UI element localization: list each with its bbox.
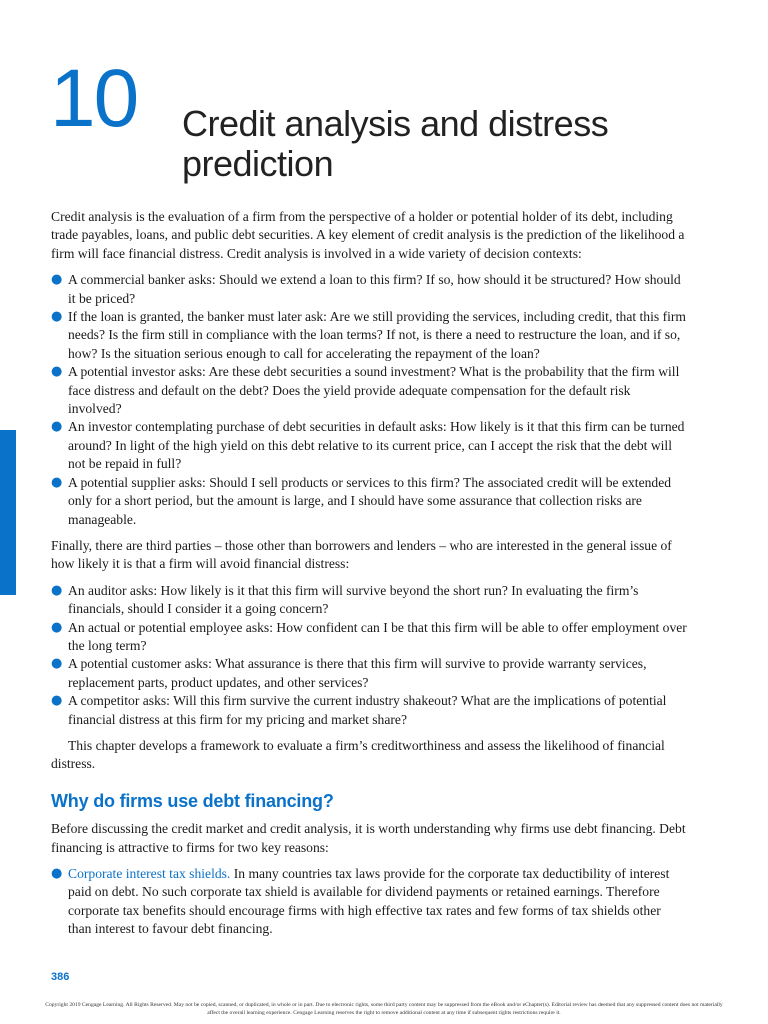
list-item-text: An investor contemplating purchase of debt securities in default asks: How likely is it that this firm can be turned around? In light of the high yield on this debt relative to its current price, can I accept the risk that the debt will not be repaid in full? [68,419,685,472]
chapter-number: 10 [50,53,138,144]
list-item-text: A competitor asks: Will this firm survive the current industry shakeout? What are the implications of potential financial distress at this firm for my pricing and market share? [68,693,667,727]
bullet-icon: ● [51,866,63,881]
section-heading: Why do firms use debt financing? [51,790,334,811]
page-number: 386 [51,971,70,983]
list-item-text: An auditor asks: How likely is it that this firm will survive beyond the short run? In evaluating the firm’s financials, should I consider it a going concern? [68,582,639,617]
list-item [51,363,687,418]
bullet-icon: ● [51,656,63,672]
section-intro-paragraph: Before discussing the credit market and credit analysis, it is worth understanding why firms use debt financing. Debt financing is attractive to firms for two key reasons: [51,821,686,855]
term-label: Corporate interest tax shields. [68,866,231,881]
bullet-icon: ● [51,619,63,635]
chapter-title: Credit analysis and distress prediction [182,103,609,184]
bullet-icon: ● [51,272,63,288]
bullet-icon: ● [51,582,63,598]
list-item-text: A commercial banker asks: Should we extend a loan to this firm? If so, how should it be structured? How should it be priced? [68,272,681,306]
list-item [51,418,687,473]
list-item-text: In many countries tax laws provide for the corporate tax deductibility of interest paid on debt. No such corporate tax shield is available for dividend payments or retained earnings. Therefore corporate tax benefits should encourage firms with high effective tax rates and few forms of tax shields other than interest to favour debt financing. [68,866,670,937]
page-body [51,208,687,947]
reasons-list [51,865,687,939]
third-parties-paragraph: Finally, there are third parties – those other than borrowers and lenders – who are interested in the general issue of how likely it is that a firm will avoid financial distress: [51,537,672,572]
chapter-side-tab [0,430,16,595]
list-item [51,655,687,692]
bullet-icon: ● [51,693,63,709]
list-item [51,865,687,939]
list-item [51,582,687,619]
third-parties-list [51,582,687,729]
decision-contexts-list [51,271,687,529]
list-item-text: A potential investor asks: Are these debt securities a sound investment? What is the probability that the firm will face distress and default on the debt? Does the yield provide adequate compensation for the default risk involved? [68,364,680,417]
bullet-icon: ● [51,474,63,490]
bullet-icon: ● [51,309,63,325]
list-item-text: An actual or potential employee asks: How confident can I be that this firm will be able to offer employment over the long term? [68,619,687,653]
bullet-icon: ● [51,364,63,380]
list-item [51,308,687,363]
intro-paragraph: Credit analysis is the evaluation of a firm from the perspective of a holder or potential holder of its debt, including trade payables, loans, and public debt securities. A key element of credit analysis is the prediction of the likelihood a firm will face financial distress. Credit analysis is involved in a wide variety of decision contexts: [51,209,685,261]
list-item-text: A potential customer asks: What assurance is there that this firm will survive to provide warranty services, replacement parts, product updates, and other services? [68,656,647,690]
list-item [51,474,687,529]
chapter-summary-paragraph: This chapter develops a framework to evaluate a firm’s creditworthiness and assess the likelihood of financial distress. [51,737,665,772]
list-item [51,692,687,729]
list-item [51,619,687,656]
bullet-icon: ● [51,419,63,435]
list-item-text: If the loan is granted, the banker must later ask: Are we still providing the services, including credit, that this firm needs? Is the firm still in compliance with the loan terms? If not, is there a need to restructure the loan, and if so, how? Is the situation serious enough to call for accelerating the repayment of the loan? [68,309,686,361]
list-item-text: A potential supplier asks: Should I sell products or services to this firm? The associated credit will be extended only for a short period, but the amount is large, and I should have some assurance that collection risks are manageable. [68,474,672,527]
list-item [51,271,687,308]
copyright-notice: Copyright 2019 Cengage Learning. All Rights Reserved. May not be copied, scanned, or duplicated, in whole or in part. Due to electronic rights, some third party content may be suppressed from the eBook and/or eChapter(s). Editorial review has deemed that any suppressed content does not materially affect the overall learning experience. Cengage Learning reserves the right to remove additional content at any time if subsequent rights restrictions require it. [45,1002,723,1016]
